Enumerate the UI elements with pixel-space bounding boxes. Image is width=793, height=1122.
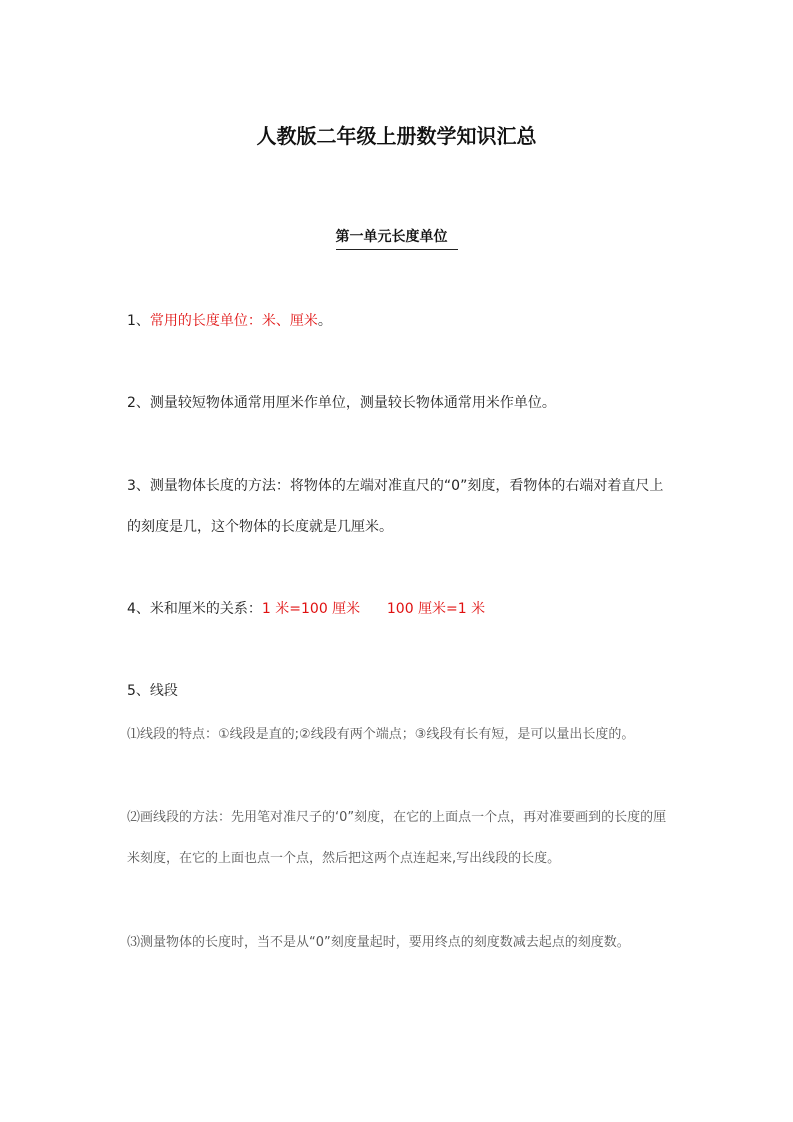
item-1-highlight: 常用的长度单位：米、厘米 (149, 313, 318, 329)
item-1-suffix: 。 (317, 313, 332, 329)
item-4-prefix: 4、米和厘米的关系： (127, 601, 262, 617)
item-5-heading: 5、线段 (127, 683, 178, 699)
item-5-sub-3: ⑶测量物体的长度时，当不是从“0”刻度量起时，要用终点的刻度数减去起点的刻度数。 (127, 935, 630, 950)
item-5-sub-1: ⑴线段的特点：①线段是直的;②线段有两个端点；③线段有长有短，是可以量出长度的。 (127, 727, 635, 742)
item-4-relation-2: 100 厘米=1 米 (386, 601, 486, 617)
section-heading: 第一单元长度单位 (336, 226, 458, 250)
item-4-relation-1: 1 米=100 厘米 (261, 601, 361, 617)
item-1-prefix: 1、 (127, 313, 150, 329)
section-heading-wrap (0, 226, 793, 250)
page-title: 人教版二年级上册数学知识汇总 (256, 124, 537, 148)
item-4 (127, 590, 672, 628)
item-3: 3、测量物体长度的方法：将物体的左端对准直尺的“0”刻度，看物体的右端对着直尺上的刻度是几，这个物体的长度就是几厘米。 (127, 478, 664, 535)
item-2: 2、测量较短物体通常用厘米作单位，测量较长物体通常用米作单位。 (127, 395, 556, 411)
item-5-sub-2: ⑵画线段的方法：先用笔对准尺子的‘0”刻度，在它的上面点一个点，再对准要画到的长度的厘米刻度，在它的上面也点一个点，然后把这两个点连起来,写出线段的长度。 (127, 810, 667, 866)
item-1 (127, 302, 672, 340)
